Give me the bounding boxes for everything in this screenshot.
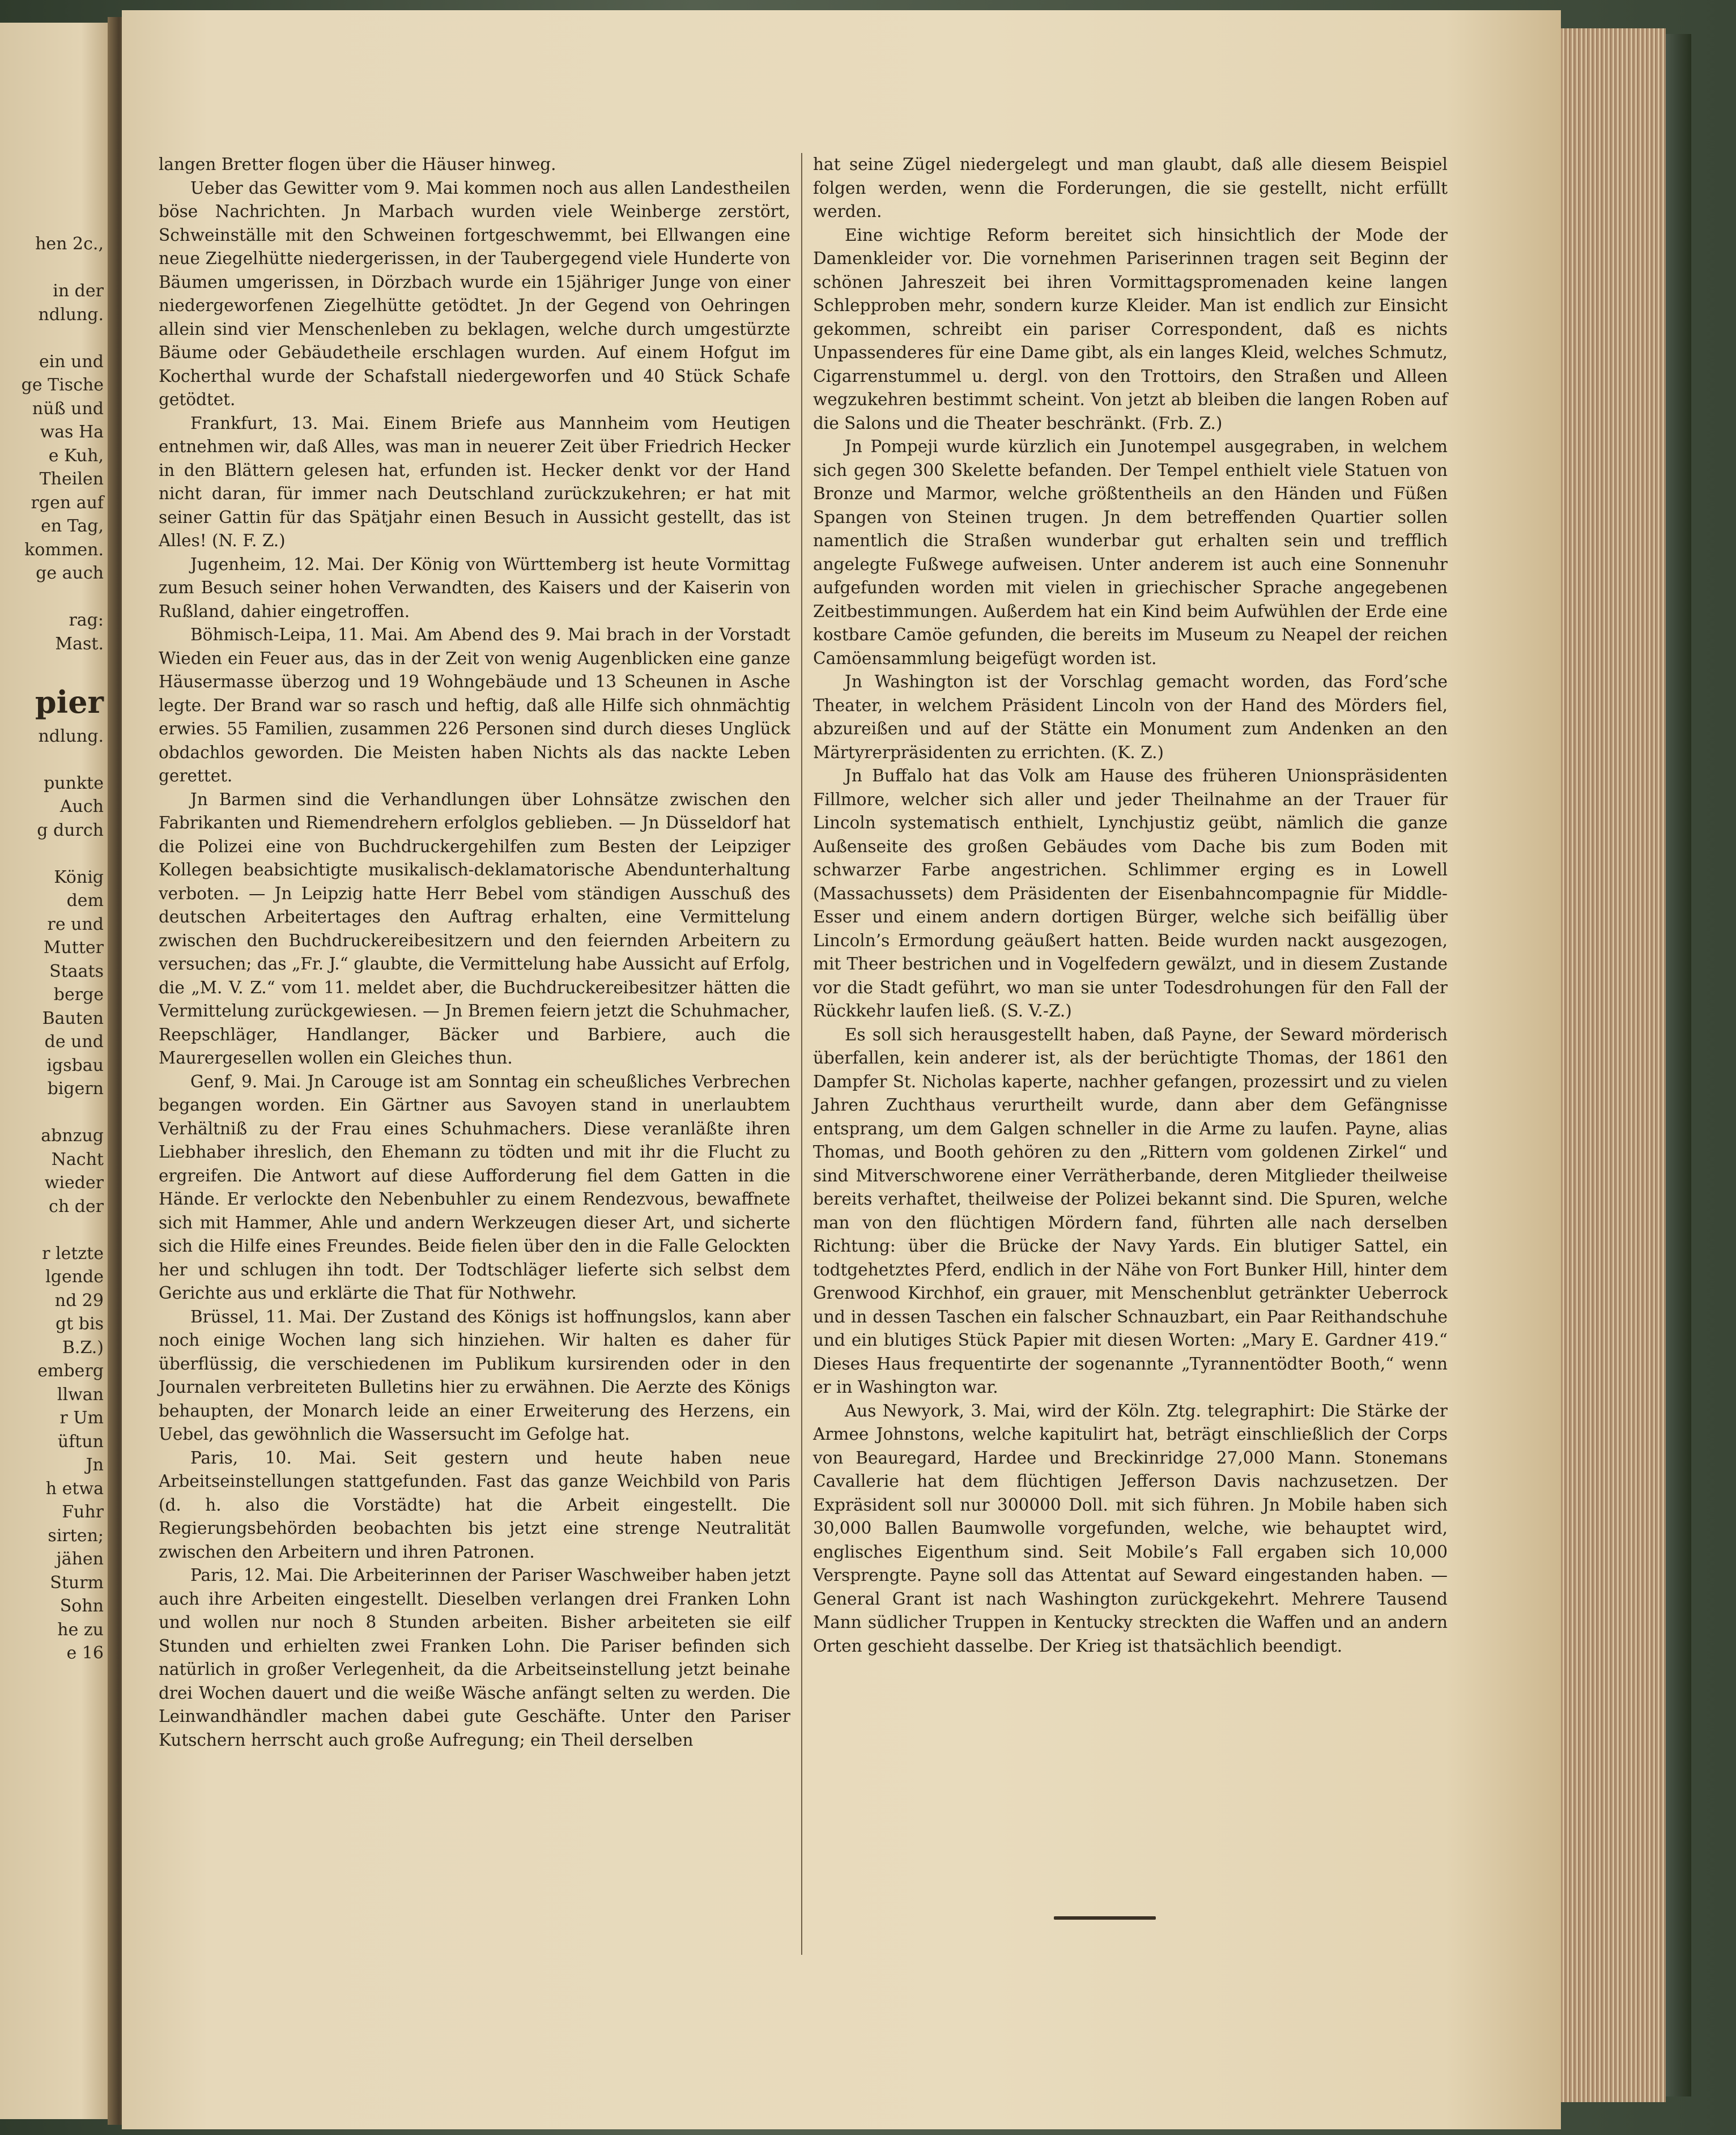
left-page — [0, 23, 116, 2119]
left-page-line: Mast. — [55, 633, 104, 654]
left-page-line: üftun — [57, 1431, 104, 1452]
left-page-text — [5, 232, 104, 1665]
left-page-line: ndlung. — [38, 726, 104, 746]
article-paragraph: Jugenheim, 12. Mai. Der König von Württemberg ist heute Vormittag zum Besuch seiner hohen Verwandten, des Kaisers und der Kaiserin von Rußland, dahier eingetroffen. — [159, 554, 790, 621]
left-page-line: re und — [47, 914, 104, 934]
left-page-line — [5, 656, 104, 679]
left-page-line: ndlung. — [38, 304, 104, 325]
text-column-2 — [813, 153, 1448, 1658]
left-page-line: h etwa — [45, 1478, 104, 1499]
article-paragraph: Böhmisch-Leipa, 11. Mai. Am Abend des 9. Mai brach in der Vorstadt Wieden ein Feuer aus, das in der Zeit von wenig Augenblicken eine ganze Häusermasse überzog und 19 Wohngebäude und 13 Scheunen in Asche legte. Der Brand war so rasch und heftig, daß alle Hilfe sich ohnmächtig erwies. 55 Familien, zusammen 226 Personen sind durch dieses Unglück obdachlos geworden. Die Meisten haben Nichts als das nackte Leben gerettet. — [159, 625, 790, 785]
left-page-line: wieder — [44, 1173, 104, 1193]
left-page-line: de und — [44, 1032, 104, 1052]
left-page-line: Jn — [86, 1455, 104, 1475]
left-page-line: en Tag, — [41, 516, 104, 536]
left-page-line — [5, 842, 104, 866]
left-page-line: berge — [53, 985, 104, 1005]
left-page-line: g durch — [37, 820, 104, 840]
left-page-line — [5, 1218, 104, 1242]
left-page-line: e Kuh, — [48, 445, 104, 466]
left-page-line: r letzte — [42, 1243, 104, 1264]
left-page-line: rag: — [69, 610, 104, 630]
left-page-line: Bauten — [42, 1008, 104, 1028]
left-page-line: emberg — [37, 1361, 104, 1381]
article-paragraph: Genf, 9. Mai. Jn Carouge ist am Sonntag ein scheußliches Verbrechen begangen worden. Ein Gärtner aus Savoyen stand in unerlaubtem Verhältniß zu der Frau eines Schuhmachers. Diese veranläßte ihren Liebhaber ihreslich, den Ehemann zu tödten und mit ihr die Flucht zu ergreifen. Die Antwort auf diese Aufforderung fiel dem Gatten in die Hände. Er verlockte den Nebenbuhler zu einem Rendezvous, bewaffnete sich mit Hammer, Ahle und andern Werkzeugen dieser Art, und sicherte sich die Hilfe eines Freundes. Beide fielen über den in die Falle Gelockten her und schlugen ihn todt. Der Todtschläger lieferte sich selbst dem Gerichte aus und erklärte die That für Nothwehr. — [159, 1071, 790, 1303]
left-page-line: Fuhr — [62, 1502, 104, 1522]
left-page-line — [5, 326, 104, 350]
left-page-line: ch der — [49, 1196, 104, 1217]
left-page-line — [5, 256, 104, 280]
left-page-line: Nacht — [51, 1149, 104, 1169]
left-page-line: lgende — [45, 1267, 104, 1287]
left-page-line: bigern — [47, 1079, 104, 1099]
left-page-line: ge auch — [36, 563, 104, 583]
left-page-line: e 16 — [66, 1643, 104, 1663]
page-edges — [1561, 28, 1666, 2102]
article-paragraph: Ueber das Gewitter vom 9. Mai kommen noch aus allen Landestheilen böse Nachrichten. Jn Marbach wurden viele Weinberge zerstört, Schweinställe mit den Schweinen fortgeschwemmt, bei Ellwangen eine neue Ziegelhütte niedergerissen, in der Taubergegend viele Hunderte von Bäumen umgerissen, in Dörzbach wurde ein 15jähriger Junge von einer niedergeworfenen Ziegelhütte getödtet. Jn der Gegend von Oehringen allein sind vier Menschenleben zu beklagen, welche durch umgestürzte Bäume oder Gebäudetheile erschlagen wurden. Auf einem Hofgut im Kocherthal wurde der Schafstall niedergeworfen und 40 Stück Schafe getödtet. — [159, 178, 790, 409]
left-page-line: Theilen — [39, 469, 104, 489]
left-page-line: hen 2c., — [35, 234, 104, 254]
left-page-line: Mutter — [43, 938, 104, 958]
left-page-line: punkte — [44, 773, 104, 793]
left-page-line: gt bis — [56, 1314, 104, 1334]
article-paragraph: langen Bretter flogen über die Häuser hinweg. — [159, 155, 556, 174]
left-page-line: was Ha — [40, 422, 104, 442]
left-page-line: pier — [35, 683, 104, 720]
column-rule — [801, 153, 802, 1955]
article-paragraph: Brüssel, 11. Mai. Der Zustand des Königs ist hoffnungslos, kann aber noch einige Wochen lang sich hinziehen. Wir halten es daher für überflüssig, die verschiedenen im Publikum kursirenden oder in den Journalen verbreiteten Bulletins hier zu erwähnen. Die Aerzte des Königs behaupten, der Monarch leide an einer Erweiterung des Herzens, ein Uebel, das gewöhnlich die Wassersucht im Gefolge hat. — [159, 1307, 790, 1444]
article-paragraph: Frankfurt, 13. Mai. Einem Briefe aus Mannheim vom Heutigen entnehmen wir, daß Alles, was man in neuerer Zeit über Friedrich Hecker in den Blättern gelesen hat, erfunden ist. Hecker denkt vor der Hand nicht daran, für immer nach Deutschland zurückzukehren; er hat mit seiner Gattin für das Spätjahr einen Besuch in Aussicht gestellt, das ist Alles! (N. F. Z.) — [159, 413, 790, 550]
left-page-line: kommen. — [24, 539, 104, 560]
left-page-line: r Um — [59, 1408, 104, 1428]
left-page-line: Sohn — [59, 1596, 104, 1616]
left-page-line: nd 29 — [54, 1290, 104, 1311]
left-page-line: rgen auf — [31, 492, 104, 513]
left-page-line: nüß und — [32, 398, 104, 419]
text-column-1 — [159, 153, 790, 1752]
left-page-line: ge Tische — [21, 375, 104, 395]
article-paragraph: Jn Buffalo hat das Volk am Hause des früheren Unionspräsidenten Fillmore, welcher sich aller und jeder Theilnahme an der Trauer für Lincoln systematisch enthielt, Lynchjustiz geübt, nämlich die ganze Außenseite des großen Gebäudes vom Dache bis zum Boden mit schwarzer Farbe angestrichen. Schlimmer erging es in Lowell (Massachussets) dem Präsidenten der Eisenbahncompagnie für Middle-Esser und einem andern dortigen Bürger, welche sich beifällig über Lincoln’s Ermordung geäußert hatten. Beide wurden nackt ausgezogen, mit Theer bestrichen und in Vogelfedern gewälzt, und in diesem Zustande vor die Stadt geführt, wo man sie unter Todesdrohungen für den Fall der Rückkehr laufen ließ. (S. V.-Z.) — [813, 766, 1448, 1020]
article-paragraph: hat seine Zügel niedergelegt und man glaubt, daß alle diesem Beispiel folgen werden, wenn die Forderungen, die sie gestellt, nicht erfüllt werden. — [813, 155, 1448, 221]
book-cover-edge — [1666, 34, 1691, 2096]
left-page-line — [5, 585, 104, 609]
left-page-line: he zu — [57, 1619, 104, 1640]
article-paragraph: Jn Barmen sind die Verhandlungen über Lohnsätze zwischen den Fabrikanten und Riemendrehern erfolglos geblieben. — Jn Düsseldorf hat die Polizei eine von Buchdruckergehilfen zum Besten der Leipziger Kollegen beabsichtigte musikalisch-deklamatorische Abendunterhaltung verboten. — Jn Leipzig hatte Herr Bebel vom ständigen Ausschuß des deutschen Arbeitertages den Auftrag erhalten, eine Vermittelung zwischen den Buchdruckereibesitzern und den feiernden Arbeitern zu versuchen; das „Fr. J.“ glaubte, die Vermittelung habe Aussicht auf Erfolg, die „M. V. Z.“ vom 11. meldet aber, die Buchdruckereibesitzer hätten die Vermittelung zurückgewiesen. — Jn Bremen feiern jetzt die Schuhmacher, Reepschläger, Handlanger, Bäcker und Barbiere, auch die Maurergesellen wollen ein Gleiches thun. — [159, 789, 790, 1068]
left-page-line: B.Z.) — [62, 1337, 104, 1358]
left-page-line: Auch — [59, 797, 104, 816]
left-page-line: igsbau — [46, 1055, 104, 1075]
left-page-line: Staats — [49, 961, 104, 981]
article-paragraph: Eine wichtige Reform bereitet sich hinsichtlich der Mode der Damenkleider vor. Die vornehmen Pariserinnen tragen seit Beginn der schönen Jahreszeit bei ihren Vormittagspromenaden keine langen Schlepproben mehr, sondern kurze Kleider. Man ist endlich zur Einsicht gekommen, schreibt ein pariser Correspondent, daß es nichts Unpassenderes für eine Dame gibt, als ein langes Kleid, welches Schmutz, Cigarrenstummel u. dergl. von den Trottoirs, den Straßen und Alleen wegzukehren bestimmt scheint. Von jetzt ab bleiben die langen Roben auf die Salons und die Theater beschränkt. (Frb. Z.) — [813, 225, 1448, 433]
left-page-line: Sturm — [50, 1572, 104, 1593]
article-paragraph: Paris, 12. Mai. Die Arbeiterinnen der Pariser Waschweiber haben jetzt auch ihre Arbeiten eingestellt. Dieselben verlangen drei Franken Lohn und wollen nur noch 8 Stunden arbeiten. Bisher arbeiteten sie eilf Stunden und erhielten zwei Franken Lohn. Die Pariser befinden sich natürlich in großer Verlegenheit, da die Arbeitseinstellung jetzt beinahe drei Wochen dauert und die weiße Wäsche anfängt selten zu werden. Die Leinwandhändler machen dabei gute Geschäfte. Unter den Pariser Kutschern herrscht auch große Aufregung; ein Theil derselben — [159, 1566, 790, 1750]
left-page-line: abnzug — [41, 1126, 104, 1146]
end-rule — [1054, 1916, 1156, 1920]
article-paragraph: Aus Newyork, 3. Mai, wird der Köln. Ztg. telegraphirt: Die Stärke der Armee Johnstons, welche kapitulirt hat, beträgt einschließlich der Corps von Beauregard, Hardee und Breckinridge 27,000 Mann. Stonemans Cavallerie hat dem flüchtigen Jefferson Davis nachzusetzen. Der Expräsident soll nur 300000 Doll. mit sich führen. Jn Mobile haben sich 30,000 Ballen Baumwolle vorgefunden, welche, wie behauptet wird, englisches Eigenthum sind. Seit Mobile’s Fall ergaben sich 10,000 Versprengte. Payne soll das Attentat auf Seward eingestanden haben. — General Grant ist nach Washington zurückgekehrt. Mehrere Tausend Mann südlicher Truppen in Kentucky streckten die Waffen und an andern Orten geschieht dasselbe. Der Krieg ist thatsächlich beendigt. — [813, 1401, 1448, 1656]
left-page-line: llwan — [57, 1384, 104, 1405]
left-page-line: jähen — [56, 1549, 104, 1569]
left-page-line — [5, 1101, 104, 1125]
left-page-line: sirten; — [48, 1525, 104, 1546]
left-page-line — [5, 748, 104, 772]
article-paragraph: Paris, 10. Mai. Seit gestern und heute haben neue Arbeitseinstellungen stattgefunden. Fast das ganze Weichbild von Paris (d. h. also die Vorstädte) hat die Arbeit eingestellt. Die Regierungsbehörden beobachten bis jetzt eine strenge Neutralität zwischen den Arbeitern und ihren Patronen. — [159, 1448, 790, 1562]
left-page-line: dem — [66, 891, 104, 911]
left-page-line: ein und — [39, 351, 104, 372]
article-paragraph: Jn Washington ist der Vorschlag gemacht worden, das Ford’sche Theater, in welchem Präsident Lincoln von der Hand des Mörders fiel, abzureißen und auf der Stätte ein Monument zum Andenken an den Märtyrerpräsidenten zu errichten. (K. Z.) — [813, 672, 1448, 762]
article-paragraph: Es soll sich herausgestellt haben, daß Payne, der Seward mörderisch überfallen, kein anderer ist, als der berüchtigte Thomas, der 1861 den Dampfer St. Nicholas kaperte, nachher gefangen, prozessirt und zu vielen Jahren Zuchthaus verurtheilt wurde, dann aber dem Gefängnisse entsprang, um dem Galgen schneller in die Arme zu laufen. Payne, alias Thomas, und Booth gehören zu den „Rittern vom goldenen Zirkel“ und sind Mitverschworene einer Verrätherbande, deren Mitglieder theilweise bereits verhaftet, theilweise der Polizei bekannt sind. Die Spuren, welche man von den flüchtigen Mördern fand, führten alle nach derselben Richtung: über die Brücke der Navy Yards. Ein blutiger Sattel, ein todtgehetztes Pferd, endlich in der Nähe von Fort Bunker Hill, hinter dem Grenwood Kirchhof, ein grauer, mit Menschenblut getränkter Ueberrock und in dessen Taschen ein falscher Schnauzbart, ein Paar Reithandschuhe und ein blutiges Stück Papier mit diesen Worten: „Mary E. Gardner 419.“ Dieses Haus frequentirte der sogenannte „Tyrannentödter Booth,“ wenn er in Washington war. — [813, 1024, 1448, 1397]
article-paragraph: Jn Pompeji wurde kürzlich ein Junotempel ausgegraben, in welchem sich gegen 300 Skelette befanden. Der Tempel enthielt viele Statuen von Bronze und Marmor, welche größtentheils an den Händen und Füßen Spangen von Steinen trugen. Jn dem betreffenden Quartier sollen namentlich die Straßen wunderbar gut erhalten sein und trefflich angelegte Fußwege aufweisen. Unter anderem ist auch eine Sonnenuhr aufgefunden worden mit vielen in griechischer Sprache angegebenen Zeitbestimmungen. Außerdem hat ein Kind beim Aufwühlen der Erde eine kostbare Camöe gefunden, die bereits im Museum zu Neapel der reichen Camöensammlung beigefügt worden ist. — [813, 437, 1448, 668]
left-page-line: in der — [53, 281, 104, 301]
left-page-line: König — [54, 867, 104, 887]
